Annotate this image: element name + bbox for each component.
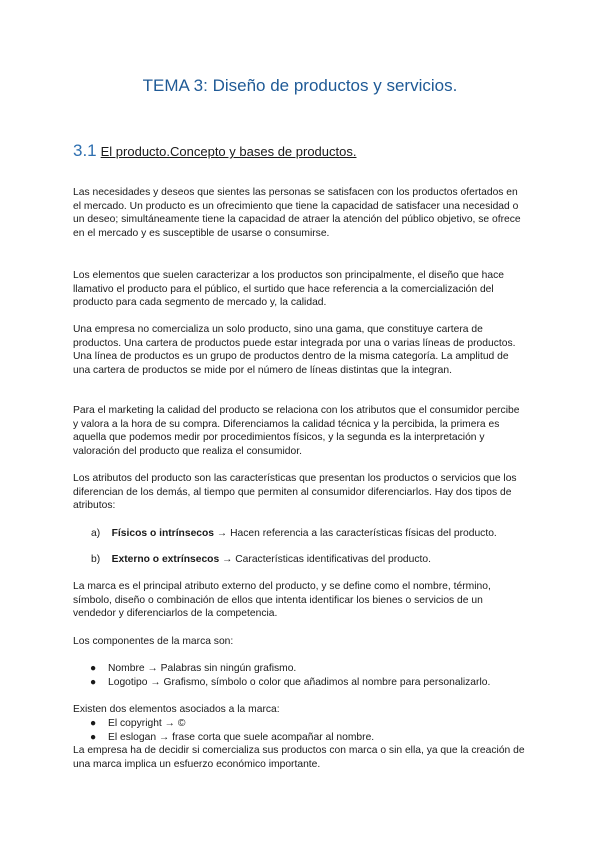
attribute-item-a xyxy=(91,527,497,541)
attribute-item-b xyxy=(91,553,431,567)
paragraph-4: Para el marketing la calidad del producto se relaciona con los atributos que el consumidor percibe y valora a la hora de su compra. Diferenciamos la calidad técnica y la percibida, la primera es aquella que podemos medir por procedimientos físicos, y la segunda es la interpretación y valoración del producto que realiza el consumidor. xyxy=(73,405,520,457)
brand-element-text: El eslogan → frase corta que suele acompañar al nombre. xyxy=(108,732,375,743)
paragraph-8: Existen dos elementos asociados a la marca: xyxy=(73,704,280,715)
section-number: 3.1 xyxy=(73,141,97,160)
paragraph-5: Los atributos del producto son las características que presentan los productos o servicios que los diferencian de los demás, al tiempo que permiten al consumidor diferenciarlos. Hay dos tipos de atributos: xyxy=(73,473,517,512)
page-title: TEMA 3: Diseño de productos y servicios. xyxy=(142,76,458,95)
paragraph-9: La empresa ha de decidir si comercializa sus productos con marca o sin ella, ya que la creación de una marca implica un esfuerzo económico importante. xyxy=(73,745,525,770)
section-title: El producto.Concepto y bases de productos. xyxy=(100,144,357,159)
bullet-icon: ● xyxy=(90,663,97,674)
attribute-term: Físicos o intrínsecos xyxy=(111,528,215,539)
brand-element-text: El copyright → © xyxy=(108,718,186,729)
attribute-desc: → Características identificativas del producto. xyxy=(222,554,431,565)
bullet-icon: ● xyxy=(90,718,97,729)
section-heading xyxy=(73,141,356,161)
brand-component-item xyxy=(90,676,490,690)
paragraph-2: Los elementos que suelen caracterizar a los productos son principalmente, el diseño que hace llamativo el producto para el público, el surtido que hace referencia a la comercialización del producto para cada segmento de mercado y, la calidad. xyxy=(73,270,505,309)
paragraph-6: La marca es el principal atributo externo del producto, y se define como el nombre, término, símbolo, diseño o combinación de ellos que intenta identificar los bienes o servicios de un vendedor y diferenciarlos de la competencia. xyxy=(73,581,491,620)
attribute-term: Externo o extrínsecos xyxy=(111,554,220,565)
bullet-icon: ● xyxy=(90,732,97,743)
bullet-icon: ● xyxy=(90,677,97,688)
attribute-marker: a) xyxy=(91,528,101,539)
attribute-desc: → Hacen referencia a las características físicas del producto. xyxy=(216,528,497,539)
paragraph-1: Las necesidades y deseos que sientes las personas se satisfacen con los productos ofertados en el mercado. Un producto es un ofrecimiento que tiene la capacidad de satisfacer una necesidad o un deseo; simultáneamente tiene la capacidad de atraer la atención del público objetivo, se ofrece en el mercado y es susceptible de usarse o consumirse. xyxy=(73,187,521,239)
brand-element-item xyxy=(90,731,374,745)
paragraph-7: Los componentes de la marca son: xyxy=(73,636,234,647)
brand-component-item xyxy=(90,662,296,676)
brand-component-text: Logotipo → Grafismo, símbolo o color que añadimos al nombre para personalizarlo. xyxy=(108,677,491,688)
attribute-marker: b) xyxy=(91,554,101,565)
brand-element-item xyxy=(90,717,185,731)
brand-component-text: Nombre → Palabras sin ningún grafismo. xyxy=(108,663,297,674)
paragraph-3: Una empresa no comercializa un solo producto, sino una gama, que constituye cartera de productos. Una cartera de productos puede estar integrada por una o varias líneas de productos. Una línea de productos es un grupo de productos dentro de la misma categoría. La amplitud de una cartera de productos se mide por el número de líneas distintas que la integran. xyxy=(73,324,516,376)
